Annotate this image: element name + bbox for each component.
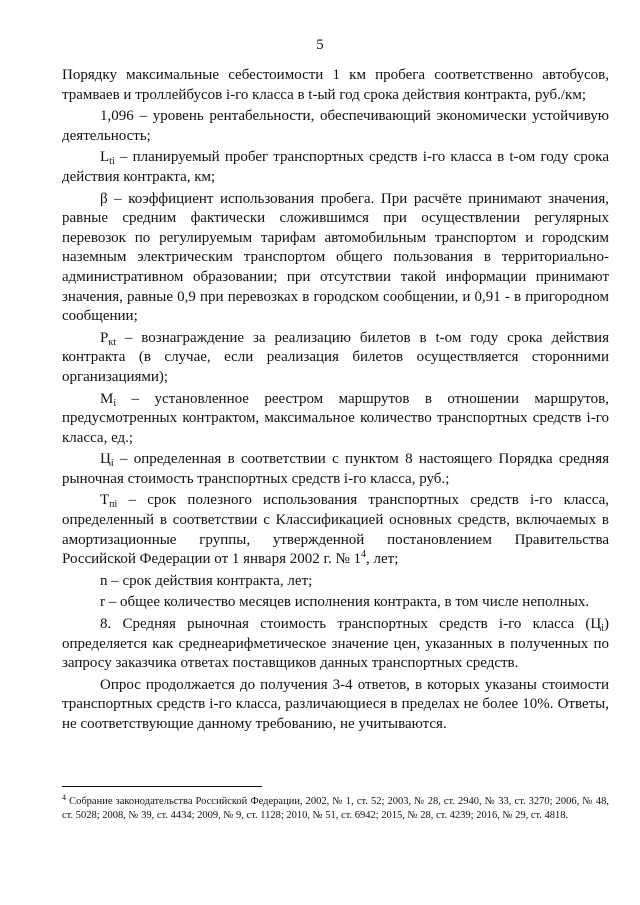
paragraph-text: – планируемый пробег транспортных средств i-го класса в t-ом году срока действия контракта, км; <box>62 149 609 185</box>
document-body <box>62 66 609 737</box>
paragraph-market-price <box>62 450 609 489</box>
symbol-ts: Ц <box>100 451 111 468</box>
paragraph-text: – вознаграждение за реализацию билетов в t-ом году срока действия контракта (в случае, если реализация билетов осуществляется сторонними организациями); <box>62 329 609 385</box>
symbol-r: Р <box>100 329 109 346</box>
paragraph-text: – установленное реестром маршрутов в отношении маршрутов, предусмотренных контрактом, максимальное количество транспортных средств i-го класса, ед.; <box>62 390 609 446</box>
footnote-mark: 4 <box>62 793 66 802</box>
paragraph-text: n – срок действия контракта, лет; <box>100 572 313 589</box>
footnote-divider <box>62 786 262 787</box>
symbol-subscript: кt <box>108 336 116 348</box>
symbol-subscript: i <box>601 623 604 635</box>
paragraph-contract-term <box>62 572 609 592</box>
symbol-subscript: пi <box>109 499 118 511</box>
paragraph-section-8 <box>62 615 609 674</box>
symbol-subscript: ti <box>109 156 115 168</box>
paragraph-text: β – коэффициент использования пробега. При расчёте принимают значения, равные средним фактически сложившимся при осуществлении регулярных перевозок по регулируемым тарифам автомобильным транспортом и городским наземным электрическим транспортом общего пользования в территориально-административном образовании; при отсутствии такой информации принимают значения, равные 0,9 при перевозках в городском сообщении, и 0,91 - в пригородном сообщении; <box>62 190 609 325</box>
paragraph-text: Порядку максимальные себестоимости 1 км пробега соответственно автобусов, трамваев и троллейбусов i-го класса в t-ый год срока действия контракта, руб./км; <box>62 67 609 103</box>
symbol-subscript: i <box>113 397 117 409</box>
paragraph-text: Опрос продолжается до получения 3-4 ответов, в которых указаны стоимости транспортных средств i-го класса, различающиеся в пределах не более 10%. Ответы, не соответствующие данному требованию, не учитываются. <box>62 676 609 732</box>
paragraph-text: – срок полезного использования транспортных средств i-го класса, определенный в соответствии с Классификацией основных средств, включаемых в амортизационные группы, утвержденной постановлением Правительства Российской Федерации от 1 января 2002 г. № 1 <box>62 492 609 568</box>
paragraph-mileage <box>62 148 609 187</box>
paragraph-ticket-fee <box>62 329 609 388</box>
paragraph-profitability <box>62 107 609 146</box>
symbol-subscript: i <box>110 458 114 470</box>
symbol-l: L <box>100 149 110 166</box>
footnote <box>62 795 609 822</box>
symbol-t: Т <box>100 492 110 509</box>
paragraph-text: 1,096 – уровень рентабельности, обеспечивающий экономически устойчивую деятельность; <box>62 108 609 144</box>
paragraph-text: – определенная в соответствии с пунктом 8 настоящего Порядка средняя рыночная стоимость транспортных средств i-го класса, руб.; <box>62 451 609 487</box>
paragraph-text-end: ) определяется как среднеарифметическое значение цен, указанных в полученных по запросу заказчика ответах поставщиков данных транспортных средств. <box>62 616 609 672</box>
symbol-m: М <box>100 390 114 407</box>
paragraph-vehicle-count <box>62 390 609 449</box>
page-number: 5 <box>316 37 324 53</box>
footnote-reference: 4 <box>361 549 367 561</box>
paragraph-beta-coefficient <box>62 190 609 327</box>
paragraph-useful-life <box>62 491 609 569</box>
paragraph-cost-definition <box>62 66 609 105</box>
footnote-text: Собрание законодательства Российской Федерации, 2002, № 1, ст. 52; 2003, № 28, ст. 2940, № 33, ст. 3270; 2006, № 48, ст. 5028; 2008, № 39, ст. 4434; 2009, № 9, ст. 1128; 2010, № 51, ст. 6942; 2015, № 28, ст. 4239; 2016, № 29, ст. 4818. <box>62 796 609 821</box>
paragraph-months <box>62 593 609 613</box>
paragraph-text: 8. Средняя рыночная стоимость транспортных средств i-го класса (Ц <box>100 616 602 633</box>
paragraph-text: r – общее количество месяцев исполнения контракта, в том числе неполных. <box>100 594 590 611</box>
paragraph-survey <box>62 676 609 735</box>
paragraph-text-end: , лет; <box>366 551 399 568</box>
